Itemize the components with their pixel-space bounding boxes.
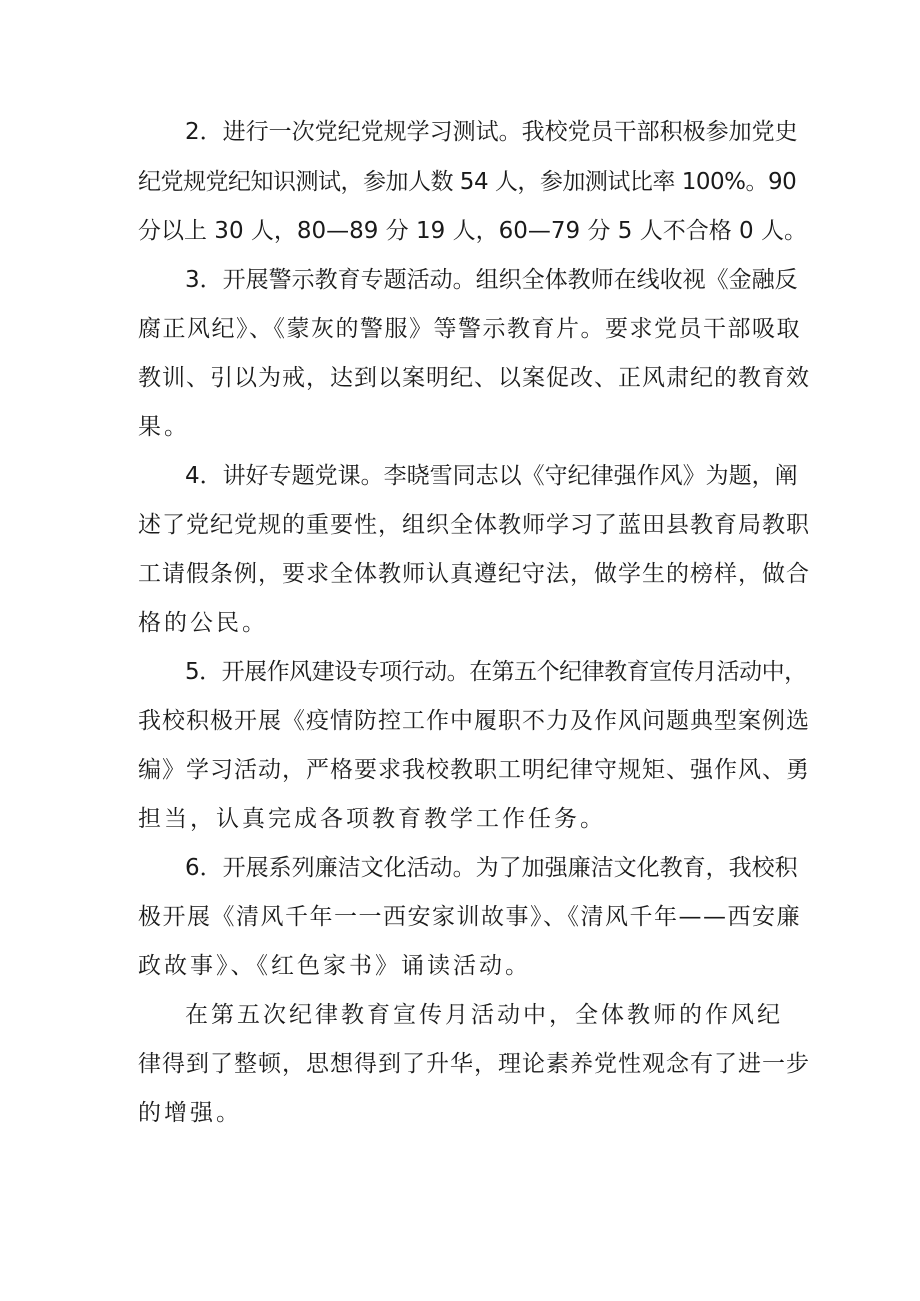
closing-paragraph-line-2: 律得到了整顿，思想得到了升华，理论素养党性观念有了进一步 bbox=[138, 1051, 810, 1077]
paragraph-6-line-3: 政故事》、《红色家书》诵读活动。 bbox=[138, 953, 531, 979]
paragraph-4-line-2: 述了党纪党规的重要性，组织全体教师学习了蓝田县教育局教职 bbox=[138, 512, 810, 538]
paragraph-5-line-3: 编》学习活动，严格要求我校教职工明纪律守规矩、强作风、勇 bbox=[138, 757, 810, 783]
paragraph-5-line-1: 5．开展作风建设专项行动。在第五个纪律教育宣传月活动中， bbox=[185, 659, 807, 685]
closing-paragraph-line-3: 的增强。 bbox=[138, 1100, 242, 1126]
paragraph-3-line-3: 教训、引以为戒，达到以案明纪、以案促改、正风肃纪的教育效 bbox=[138, 365, 810, 391]
paragraph-3-line-4: 果。 bbox=[138, 414, 190, 440]
paragraph-2-line-2: 纪党规党纪知识测试，参加人数 54 人，参加测试比率 100%。90 bbox=[138, 169, 797, 195]
paragraph-3-line-2: 腐正风纪》、《蒙灰的警服》等警示教育片。要求党员干部吸取 bbox=[138, 316, 801, 342]
paragraph-2-line-3: 分以上 30 人，80—89 分 19 人，60—79 分 5 人不合格 0 人。 bbox=[138, 218, 807, 244]
paragraph-6-line-1: 6．开展系列廉洁文化活动。为了加强廉洁文化教育，我校积 bbox=[185, 855, 798, 881]
closing-paragraph-line-1: 在第五次纪律教育宣传月活动中，全体教师的作风纪 bbox=[185, 1002, 783, 1028]
paragraph-3-line-1: 3．开展警示教育专题活动。组织全体教师在线收视《金融反 bbox=[185, 267, 798, 293]
paragraph-4-line-1: 4．讲好专题党课。李晓雪同志以《守纪律强作风》为题，阐 bbox=[185, 463, 798, 489]
paragraph-4-line-3: 工请假条例，要求全体教师认真遵纪守法，做学生的榜样，做合 bbox=[138, 561, 810, 587]
paragraph-6-line-2: 极开展《清风千年一一西安家训故事》、《清风千年——西安廉 bbox=[138, 904, 801, 930]
paragraph-2-line-1: 2．进行一次党纪党规学习测试。我校党员干部积极参加党史 bbox=[185, 119, 798, 145]
paragraph-5-line-2: 我校积极开展《疫情防控工作中履职不力及作风问题典型案例选 bbox=[138, 708, 810, 734]
paragraph-5-line-4: 担当，认真完成各项教育教学工作任务。 bbox=[138, 806, 606, 832]
paragraph-4-line-4: 格的公民。 bbox=[138, 610, 268, 636]
